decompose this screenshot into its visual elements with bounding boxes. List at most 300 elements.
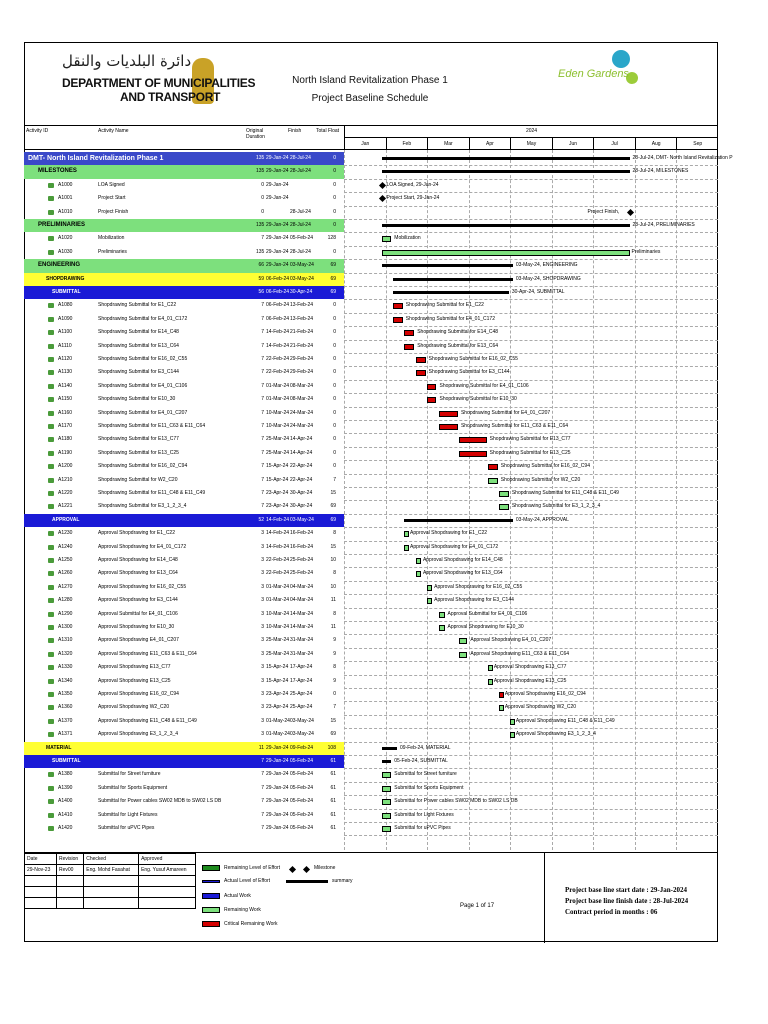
- critical-bar[interactable]: [488, 464, 498, 470]
- remaining-bar[interactable]: [416, 571, 421, 577]
- activity-icon: [48, 799, 54, 804]
- remaining-bar[interactable]: [382, 250, 630, 256]
- critical-bar[interactable]: [393, 303, 403, 309]
- activity-row[interactable]: [24, 594, 344, 607]
- activity-id: A1090: [58, 315, 73, 322]
- total-float: 8: [333, 530, 336, 537]
- total-float: 69: [330, 275, 336, 282]
- activity-row[interactable]: [24, 447, 344, 460]
- summary-bar[interactable]: [382, 760, 392, 763]
- bar-label: Approval Shopdrawing for E1_C22: [410, 530, 488, 537]
- activity-id: A1000: [58, 181, 73, 188]
- eden-logo-icon: [612, 50, 630, 68]
- finish-date: 05-Feb-24: [290, 798, 314, 805]
- activity-row[interactable]: [24, 232, 344, 245]
- total-float: 61: [330, 758, 336, 764]
- total-float: 0: [333, 342, 336, 349]
- bar-label: 28-Jul-24, DMT- North Island Revitalization P: [632, 155, 733, 161]
- duration: 135: [256, 155, 265, 161]
- row-gridline: [344, 299, 718, 300]
- month-label: Jan: [344, 138, 386, 150]
- row-gridline: [344, 701, 718, 702]
- wbs-name: APPROVAL: [52, 516, 80, 523]
- finish-date: 24-Mar-24: [290, 423, 314, 429]
- activity-id: A1220: [58, 490, 73, 496]
- legend-summary-bar: [286, 880, 328, 883]
- total-float: 0: [333, 691, 336, 697]
- activity-id: A1400: [58, 798, 73, 805]
- activity-row[interactable]: [24, 206, 344, 219]
- wbs-row[interactable]: [24, 219, 344, 232]
- activity-row[interactable]: [24, 340, 344, 353]
- activity-id: A1010: [58, 208, 73, 215]
- activity-row[interactable]: [24, 380, 344, 393]
- activity-id: A1200: [58, 463, 73, 470]
- critical-bar[interactable]: [427, 397, 436, 403]
- row-gridline: [344, 541, 718, 542]
- summary-bar[interactable]: [393, 291, 509, 294]
- legend-rloe: Remaining Level of Effort: [224, 865, 281, 871]
- finish-date: 30-Apr-24: [290, 503, 313, 510]
- remaining-bar[interactable]: [427, 585, 432, 591]
- summary-bar[interactable]: [382, 747, 397, 750]
- activity-row[interactable]: [24, 768, 344, 781]
- activity-icon: [48, 638, 54, 643]
- duration: 7: [261, 356, 264, 362]
- bar-label: Approval Shopdrawing for E4_01_C172: [410, 543, 499, 550]
- wbs-row[interactable]: [24, 259, 344, 272]
- activity-name: Approval Shopdrawing E3_1_2_3_4: [98, 731, 179, 738]
- activity-row[interactable]: [24, 715, 344, 728]
- remaining-bar[interactable]: [439, 612, 444, 618]
- finish-date: 14-Apr-24: [290, 436, 313, 443]
- legend-swatch-critical: [202, 921, 220, 927]
- bar-label: Approval Shopdrawing for E16_02_C55: [434, 583, 523, 590]
- remaining-bar[interactable]: [382, 813, 392, 819]
- activity-row[interactable]: [24, 795, 344, 808]
- total-float: 9: [333, 677, 336, 684]
- remaining-bar[interactable]: [416, 558, 421, 564]
- activity-row[interactable]: [24, 433, 344, 446]
- finish-date: 31-Mar-24: [290, 637, 314, 644]
- start-date: 29-Jan-24: [266, 798, 289, 805]
- start-date: 14-Feb-24: [266, 329, 290, 336]
- row-gridline: [344, 527, 718, 528]
- finish-date: 28-Jul-24: [290, 155, 311, 161]
- duration: 7: [261, 798, 264, 805]
- total-float: 0: [333, 436, 336, 443]
- total-float: 0: [333, 423, 336, 429]
- activity-row[interactable]: [24, 527, 344, 540]
- start-date: 22-Feb-24: [266, 570, 290, 577]
- wbs-row[interactable]: [24, 755, 344, 768]
- finish-date: 03-May-24: [290, 717, 314, 724]
- finish-date: 05-Feb-24: [290, 784, 314, 791]
- finish-date: 08-Mar-24: [290, 382, 314, 389]
- critical-bar[interactable]: [427, 384, 436, 390]
- row-gridline: [344, 407, 718, 408]
- duration: 66: [258, 262, 264, 269]
- row-gridline: [344, 380, 718, 381]
- activity-row[interactable]: [24, 299, 344, 312]
- activity-icon: [48, 571, 54, 576]
- start-date: 14-Feb-24: [266, 530, 290, 537]
- duration: 7: [261, 463, 264, 470]
- total-float: 69: [330, 731, 336, 738]
- legend-aloe: Actual Level of Effort: [224, 878, 271, 884]
- finish-date: 30-Apr-24: [290, 490, 313, 496]
- activity-id: A1221: [58, 503, 73, 510]
- activity-id: A1340: [58, 677, 73, 684]
- activity-row[interactable]: [24, 353, 344, 366]
- activity-row[interactable]: [24, 393, 344, 406]
- summary-bar[interactable]: [382, 170, 630, 173]
- activity-row[interactable]: [24, 634, 344, 647]
- dept-line1: DEPARTMENT OF MUNICIPALITIES: [62, 76, 256, 90]
- bar-label: Approval Submittal for E4_01_C106: [447, 610, 528, 617]
- bar-label: 03-May-24, ENGINEERING: [515, 262, 578, 269]
- activity-name: Approval Submittal for E4_01_C106: [98, 610, 178, 617]
- total-float: 0: [333, 315, 336, 322]
- finish-date: 25-Apr-24: [290, 704, 313, 711]
- activity-name: Submittal for Street furniture: [98, 771, 161, 778]
- remaining-bar[interactable]: [488, 665, 493, 671]
- row-gridline: [344, 447, 718, 448]
- activity-id: A1260: [58, 570, 73, 577]
- revision-table: [24, 853, 196, 909]
- activity-icon: [48, 558, 54, 563]
- critical-bar[interactable]: [393, 317, 403, 323]
- summary-bar[interactable]: [393, 278, 513, 281]
- summary-bar[interactable]: [382, 264, 513, 267]
- bar-label: Shopdrawing Submittal for E13_C77: [489, 436, 571, 443]
- activity-name: Shopdrawing Submittal for E4_01_C172: [98, 315, 188, 322]
- total-float: 0: [333, 369, 336, 376]
- activity-id: A1080: [58, 302, 73, 309]
- finish-date: 09-Feb-24: [290, 744, 314, 751]
- remaining-bar[interactable]: [510, 719, 515, 725]
- start-date: 23-Apr-24: [266, 503, 289, 510]
- summary-bar[interactable]: [382, 157, 630, 160]
- duration: 7: [261, 409, 264, 416]
- remaining-bar[interactable]: [499, 705, 504, 711]
- activity-row[interactable]: [24, 608, 344, 621]
- activity-icon: [48, 183, 54, 188]
- activity-id: A1120: [58, 356, 73, 362]
- activity-row[interactable]: [24, 460, 344, 473]
- activity-row[interactable]: [24, 541, 344, 554]
- activity-id: A1270: [58, 583, 73, 590]
- finish-date: 04-Mar-24: [290, 597, 314, 604]
- activity-name: Approval Shopdrawing for E3_C144: [98, 597, 178, 604]
- activity-row[interactable]: [24, 407, 344, 420]
- activity-icon: [48, 772, 54, 777]
- activity-icon: [48, 330, 54, 335]
- activity-name: Approval Shopdrawing E11_C63 & E11_C64: [98, 650, 197, 657]
- activity-name: Shopdrawing Submittal for W2_C20: [98, 476, 178, 483]
- row-gridline: [344, 326, 718, 327]
- row-gridline: [344, 581, 718, 582]
- activity-name: Shopdrawing Submittal for E4_01_C106: [98, 382, 188, 389]
- activity-row[interactable]: [24, 366, 344, 379]
- activity-row[interactable]: [24, 554, 344, 567]
- remaining-bar[interactable]: [382, 236, 392, 242]
- remaining-bar[interactable]: [404, 531, 409, 537]
- finish-date: 08-Mar-24: [290, 396, 314, 403]
- remaining-bar[interactable]: [382, 786, 392, 792]
- activity-id: A1100: [58, 329, 73, 336]
- duration: 0: [261, 181, 264, 188]
- wbs-row[interactable]: [24, 514, 344, 527]
- wbs-name: ENGINEERING: [38, 262, 81, 269]
- activity-icon: [48, 451, 54, 456]
- total-float: 15: [330, 717, 336, 724]
- bar-label: Shopdrawing Submittal for E11_C63 & E11_C64: [460, 423, 569, 429]
- activity-id: A1371: [58, 731, 73, 738]
- wbs-name: MATERIAL: [46, 744, 72, 751]
- total-float: 0: [333, 302, 336, 309]
- row-gridline: [344, 675, 718, 676]
- activity-row[interactable]: [24, 487, 344, 500]
- wbs-row[interactable]: [24, 165, 344, 178]
- total-float: 11: [330, 597, 336, 604]
- legend-milestone: Milestone: [314, 865, 336, 871]
- activity-icon: [48, 598, 54, 603]
- remaining-bar[interactable]: [382, 826, 392, 832]
- activity-icon: [48, 491, 54, 496]
- remaining-bar[interactable]: [404, 545, 409, 551]
- activity-icon: [48, 705, 54, 710]
- activity-row[interactable]: [24, 192, 344, 205]
- activity-row[interactable]: [24, 621, 344, 634]
- activity-name: Shopdrawing Submittal for E13_C25: [98, 449, 179, 456]
- activity-row[interactable]: [24, 661, 344, 674]
- remaining-bar[interactable]: [488, 478, 498, 484]
- start-date: 15-Apr-24: [266, 463, 289, 470]
- duration: 7: [261, 784, 264, 791]
- total-float: 8: [333, 610, 336, 617]
- bar-label: Shopdrawing Submittal for E13_C64: [417, 342, 499, 349]
- duration: 52: [258, 516, 264, 523]
- bar-label: 03-May-24, SHOPDRAWING: [515, 275, 581, 282]
- activity-row[interactable]: [24, 809, 344, 822]
- duration: 7: [261, 342, 264, 349]
- duration: 7: [261, 396, 264, 403]
- wbs-row[interactable]: [24, 152, 344, 165]
- critical-bar[interactable]: [459, 451, 486, 457]
- activity-id: A1290: [58, 610, 73, 617]
- remaining-bar[interactable]: [439, 625, 444, 631]
- activity-row[interactable]: [24, 500, 344, 513]
- bar-label: Approval Shopdrawing for E13_C64: [422, 570, 503, 577]
- activity-row[interactable]: [24, 728, 344, 741]
- activity-id: A1210: [58, 476, 73, 483]
- start-date: 22-Feb-24: [266, 356, 290, 362]
- activity-id: A1240: [58, 543, 73, 550]
- remaining-bar[interactable]: [499, 504, 509, 510]
- bar-label: Approval Shopdrawing E11_C63 & E11_C64: [470, 650, 570, 657]
- activity-name: Approval Shopdrawing E11_C48 & E11_C49: [98, 717, 197, 724]
- wbs-row[interactable]: [24, 273, 344, 286]
- finish-date: 28-Jul-24: [290, 208, 311, 215]
- total-float: 0: [333, 449, 336, 456]
- start-date: 01-May-24: [266, 717, 290, 724]
- remaining-bar[interactable]: [499, 491, 509, 497]
- total-float: 61: [330, 825, 336, 831]
- total-float: 9: [333, 650, 336, 657]
- duration: 7: [261, 825, 264, 831]
- activity-id: A1001: [58, 195, 73, 202]
- activity-row[interactable]: [24, 822, 344, 835]
- duration: 7: [261, 476, 264, 483]
- remaining-bar[interactable]: [488, 679, 493, 685]
- project-title-block: [250, 72, 490, 108]
- start-date: 29-Jan-24: [266, 195, 289, 202]
- dept-line2: AND TRANSPORT: [120, 90, 221, 104]
- total-float: 11: [330, 624, 336, 630]
- baseline-finish: Project base line finish date : 28-Jul-2024: [565, 897, 689, 905]
- wbs-row[interactable]: [24, 742, 344, 755]
- start-date: 29-Jan-24: [266, 222, 289, 228]
- finish-date: 30-Apr-24: [290, 289, 313, 295]
- row-gridline: [344, 688, 718, 689]
- summary-bar[interactable]: [382, 224, 630, 227]
- row-gridline: [344, 393, 718, 394]
- critical-bar[interactable]: [459, 437, 486, 443]
- duration: 7: [261, 369, 264, 376]
- remaining-bar[interactable]: [427, 598, 432, 604]
- activity-row[interactable]: [24, 474, 344, 487]
- remaining-bar[interactable]: [459, 638, 467, 644]
- activity-name: Shopdrawing Submittal for E13_C64: [98, 342, 179, 349]
- activity-icon: [48, 344, 54, 349]
- critical-bar[interactable]: [416, 370, 426, 376]
- activity-name: Shopdrawing Submittal for E3_1_2_3_4: [98, 503, 187, 510]
- contract-period: Contract period in months : 06: [565, 908, 658, 916]
- activity-row[interactable]: [24, 313, 344, 326]
- duration: 7: [261, 811, 264, 818]
- bar-label: 30-Apr-24, SUBMITTAL: [511, 289, 565, 295]
- activity-row[interactable]: [24, 567, 344, 580]
- activity-row[interactable]: [24, 675, 344, 688]
- timeline-year: 2024: [344, 126, 718, 138]
- critical-bar[interactable]: [439, 424, 458, 430]
- start-date: 29-Jan-24: [266, 825, 289, 831]
- finish-date: 25-Feb-24: [290, 557, 314, 563]
- col-activity-id: Activity ID: [26, 128, 49, 134]
- activity-id: A1280: [58, 597, 73, 604]
- remaining-bar[interactable]: [382, 799, 392, 805]
- activity-name: Approval Shopdrawing E4_01_C207: [98, 637, 179, 644]
- finish-date: 24-Mar-24: [290, 409, 314, 416]
- activity-row[interactable]: [24, 648, 344, 661]
- activity-icon: [48, 786, 54, 791]
- row-gridline: [344, 286, 718, 287]
- duration: 3: [261, 557, 264, 563]
- legend-summary: summary: [332, 878, 353, 884]
- bar-label: Shopdrawing Submittal for E11_C48 & E11_C49: [511, 490, 619, 496]
- month-label: Jul: [593, 138, 635, 150]
- total-float: 8: [333, 664, 336, 671]
- activity-name: Shopdrawing Submittal for E16_02_C94: [98, 463, 188, 470]
- activity-id: A1130: [58, 369, 73, 376]
- activity-row[interactable]: [24, 701, 344, 714]
- bar-label: 09-Feb-24, MATERIAL: [400, 744, 451, 751]
- row-gridline: [344, 340, 718, 341]
- critical-bar[interactable]: [404, 330, 414, 336]
- activity-row[interactable]: [24, 688, 344, 701]
- duration: 3: [261, 624, 264, 630]
- activity-name: LOA Signed: [98, 181, 125, 188]
- legend-milestone-icon-2: [303, 866, 310, 873]
- critical-bar[interactable]: [404, 344, 414, 350]
- activity-name: Mobilization: [98, 235, 125, 242]
- row-gridline: [344, 232, 718, 233]
- activity-row[interactable]: [24, 581, 344, 594]
- critical-bar[interactable]: [439, 411, 458, 417]
- finish-date: 16-Feb-24: [290, 543, 314, 550]
- row-gridline: [344, 420, 718, 421]
- remaining-bar[interactable]: [510, 732, 515, 738]
- legend-swatch-aloe: [202, 880, 220, 883]
- duration: 7: [261, 503, 264, 510]
- rev-header-checked: Checked: [84, 854, 139, 865]
- activity-icon: [48, 196, 54, 201]
- bar-label: Approval Shopdrawing E11_C48 & E11_C49: [515, 717, 615, 724]
- rev-header-approved: Approved: [139, 854, 196, 865]
- bar-label: Approval Shopdrawing for E10_30: [447, 624, 524, 630]
- activity-id: A1150: [58, 396, 73, 403]
- total-float: 128: [327, 235, 336, 242]
- duration: 7: [261, 329, 264, 336]
- activity-row[interactable]: [24, 420, 344, 433]
- start-date: 22-Feb-24: [266, 557, 290, 563]
- row-gridline: [344, 768, 718, 769]
- remaining-bar[interactable]: [382, 772, 392, 778]
- bar-label: 28-Jul-24, MILESTONES: [632, 168, 689, 175]
- activity-id: A1190: [58, 449, 73, 456]
- duration: 7: [261, 490, 264, 496]
- start-date: 06-Feb-24: [266, 302, 290, 309]
- wbs-name: MILESTONES: [38, 168, 77, 175]
- activity-row[interactable]: [24, 326, 344, 339]
- legend-milestone-icon: [289, 866, 296, 873]
- summary-bar[interactable]: [404, 519, 513, 522]
- duration: 0: [261, 195, 264, 202]
- row-gridline: [344, 608, 718, 609]
- activity-row[interactable]: [24, 246, 344, 259]
- remaining-bar[interactable]: [459, 652, 467, 658]
- wbs-row[interactable]: [24, 286, 344, 299]
- activity-name: Shopdrawing Submittal for E13_C77: [98, 436, 179, 443]
- finish-date: 14-Mar-24: [290, 624, 314, 630]
- activity-icon: [48, 236, 54, 241]
- duration: 3: [261, 637, 264, 644]
- bar-label: Approval Shopdrawing E13_C25: [493, 677, 567, 684]
- start-date: 10-Mar-24: [266, 423, 290, 429]
- critical-bar[interactable]: [416, 357, 426, 363]
- activity-icon: [48, 357, 54, 362]
- activity-icon: [48, 545, 54, 550]
- bar-label: 05-Feb-24, SUBMITTAL: [394, 758, 448, 764]
- activity-row[interactable]: [24, 179, 344, 192]
- start-date: 14-Feb-24: [266, 342, 290, 349]
- row-gridline: [344, 206, 718, 207]
- activity-row[interactable]: [24, 782, 344, 795]
- critical-bar[interactable]: [499, 692, 504, 698]
- activity-id: A1410: [58, 811, 73, 818]
- bar-label: Submittal for Power cables SW02 MDB to SW02 LS DB: [394, 798, 518, 805]
